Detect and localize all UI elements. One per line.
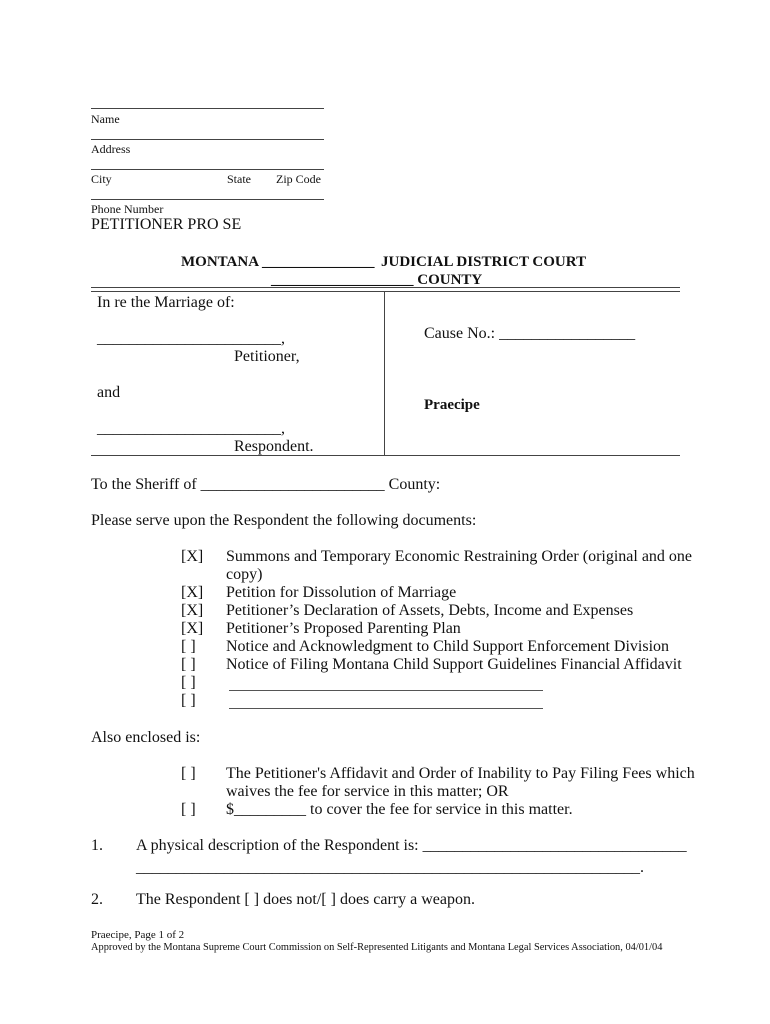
enclosed-text-1: The Petitioner's Affidavit and Order of Inability to Pay Filing Fees which [226,765,695,782]
caption-top-rule [91,287,680,292]
address-line[interactable] [91,139,324,140]
doc-text-5: Notice and Acknowledgment to Child Support Enforcement Division [226,638,670,655]
to-sheriff-line[interactable]: To the Sheriff of _______________________ County: [91,476,441,493]
please-serve: Please serve upon the Respondent the following documents: [91,512,477,529]
doc-text-4: Petitioner’s Proposed Parenting Plan [226,620,461,637]
document-title: Praecipe [424,397,480,413]
doc-mark-5[interactable]: [ ] [181,638,196,655]
doc-mark-6[interactable]: [ ] [181,656,196,673]
enclosed-mark-2[interactable]: [ ] [181,801,196,818]
phone-label: Phone Number [91,202,164,216]
also-enclosed: Also enclosed is: [91,729,201,746]
petitioner-pro-se: PETITIONER PRO SE [91,216,242,233]
and-label: and [97,384,121,401]
enclosed-mark-1[interactable]: [ ] [181,765,196,782]
item-1-description-cont[interactable]: _______________________________________________________________. [136,859,644,876]
city-label: City [91,172,112,186]
cause-number-field[interactable]: Cause No.: _________________ [424,325,636,342]
petitioner-label: Petitioner, [234,348,300,365]
court-state: MONTANA _______________ [181,254,375,270]
doc-mark-8[interactable]: [ ] [181,692,196,709]
name-line[interactable] [91,108,324,109]
footer-page: Praecipe, Page 1 of 2 [91,929,185,941]
petitioner-name-field[interactable]: _______________________, [97,330,285,347]
doc-text-2: Petition for Dissolution of Marriage [226,584,457,601]
doc-blank-field-2[interactable] [229,708,543,709]
item-1-description-field[interactable]: A physical description of the Respondent is: _________________________________ [136,837,687,854]
in-re-marriage: In re the Marriage of: [97,294,235,311]
court-judicial: JUDICIAL DISTRICT COURT [381,254,587,270]
enclosed-text-1-cont: waives the fee for service in this matter; OR [226,783,509,800]
state-label: State [227,172,251,186]
phone-line[interactable] [91,199,324,200]
doc-mark-1[interactable]: [X] [181,548,204,565]
respondent-name-field[interactable]: _______________________, [97,420,285,437]
doc-text-1-cont: copy) [226,566,263,583]
doc-mark-4[interactable]: [X] [181,620,204,637]
zip-label: Zip Code [276,172,321,186]
item-2-number: 2. [91,891,103,908]
caption-bottom-rule [91,455,680,456]
city-state-zip-line[interactable] [91,169,324,170]
item-2-weapon[interactable]: The Respondent [ ] does not/[ ] does carry a weapon. [136,891,475,908]
footer-approved: Approved by the Montana Supreme Court Commission on Self-Represented Litigants and Montana Legal Services Association, 04/01/04 [91,942,663,953]
doc-mark-7[interactable]: [ ] [181,674,196,691]
enclosed-fee-field[interactable]: $_________ to cover the fee for service in this matter. [226,801,573,818]
name-label: Name [91,112,120,126]
item-1-number: 1. [91,837,103,854]
doc-text-3: Petitioner’s Declaration of Assets, Debts, Income and Expenses [226,602,634,619]
doc-blank-field-1[interactable] [229,690,543,691]
doc-mark-2[interactable]: [X] [181,584,204,601]
address-label: Address [91,142,131,156]
respondent-label: Respondent. [234,438,314,455]
court-county: ___________________ COUNTY [271,272,483,288]
doc-text-1: Summons and Temporary Economic Restraining Order (original and one [226,548,693,565]
caption-divider [384,291,385,455]
doc-text-6: Notice of Filing Montana Child Support Guidelines Financial Affidavit [226,656,682,673]
doc-mark-3[interactable]: [X] [181,602,204,619]
